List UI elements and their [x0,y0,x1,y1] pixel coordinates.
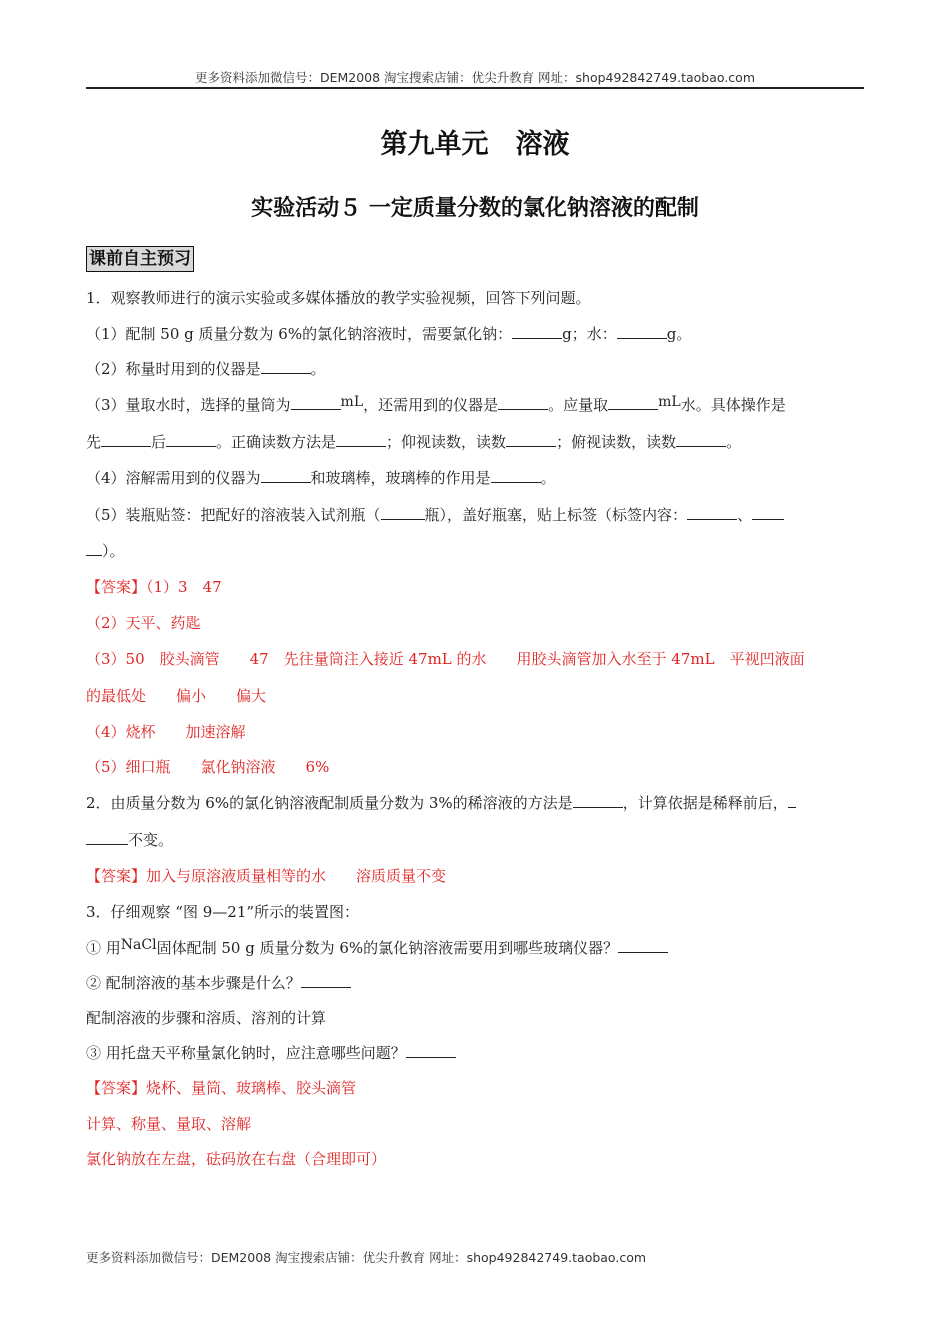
q2-answer: 【答案】加入与原溶液质量相等的水 溶质质量不变 [86,867,447,885]
q1-part2: （2）称量时用到的仪器是 。 [86,360,326,378]
answer-blank[interactable] [291,395,341,410]
q1-part1: （1）配制 50 g 质量分数为 6%的氯化钠溶液时，需要氯化钠： g；水： g。 [86,325,692,343]
answer-blank[interactable] [301,973,351,988]
q1-part4: （4）溶解需用到的仪器为 和玻璃棒，玻璃棒的作用是 。 [86,469,556,487]
answer-blank[interactable] [617,324,667,339]
q1-answer-line: 的最低处 偏小 偏大 [86,687,267,705]
page-footer: 更多资料添加微信号：DEM2008 淘宝搜索店铺：优尖升教育 网址：shop492842749.taobao.com [86,1250,647,1265]
q2-stem: 2．由质量分数为 6%的氯化钠溶液配制质量分数为 3%的稀溶液的方法是 ，计算依据是稀释前后， [86,793,864,813]
header-divider [86,87,864,89]
answer-blank[interactable] [687,505,737,520]
answer-blank[interactable] [101,432,151,447]
answer-blank[interactable] [166,432,216,447]
answer-blank[interactable] [573,793,623,808]
q1-answer-line: （4）烧杯 加速溶解 [86,723,246,741]
q3-stem: 3．仔细观察 “图 9—21”所示的装置图： [86,903,360,921]
answer-blank[interactable] [618,938,668,953]
q1-answer-line: （5）细口瓶 氯化钠溶液 6% [86,758,330,776]
q1-part3-cont: 先 后 。正确读数方法是 ；仰视读数，读数 ；俯视读数，读数 。 [86,433,742,451]
q1-part3: （3）量取水时，选择的量筒为 mL，还需用到的仪器是 。应量取 mL水。具体操作是 [86,394,786,414]
answer-blank[interactable] [498,395,548,410]
q3-item3: ③ 用托盘天平称量氯化钠时，应注意哪些问题？ [86,1043,864,1063]
q1-stem: 1．观察教师进行的演示实验或多媒体播放的教学实验视频，回答下列问题。 [86,289,591,307]
q3-item2-note: 配制溶液的步骤和溶质、溶剂的计算 [86,1009,327,1027]
answer-blank[interactable] [506,432,556,447]
nacl-formula: NaCl [120,937,157,953]
q1-part5-cont: ）。 [86,541,864,561]
answer-blank[interactable] [261,468,311,483]
answer-blank[interactable] [752,505,784,520]
answer-blank[interactable] [381,505,425,520]
activity-title: 实验活动５ 一定质量分数的氯化钠溶液的配制 [251,196,699,221]
q3-answer-line: 【答案】烧杯、量筒、玻璃棒、胶头滴管 [86,1079,357,1097]
answer-blank[interactable] [512,324,562,339]
q3-answer-line: 计算、称量、量取、溶解 [86,1115,252,1133]
page-header: 更多资料添加微信号：DEM2008 淘宝搜索店铺：优尖升教育 网址：shop492842749.taobao.com [194,70,756,85]
answer-blank[interactable] [406,1043,456,1058]
answer-blank[interactable] [336,432,386,447]
answer-blank[interactable] [676,432,726,447]
q3-item1: ① 用NaCl固体配制 50 g 质量分数为 6%的氯化钠溶液需要用到哪些玻璃仪器？ [86,938,864,959]
q1-answer-line: （3）50 胶头滴管 47 先往量筒注入接近 47mL 的水 用胶头滴管加入水至于 47mL 平视凹液面 [86,650,805,668]
answer-blank[interactable] [86,830,128,845]
q1-answer-line: 【答案】（1）3 47 [86,578,222,596]
answer-blank[interactable] [261,359,311,374]
q1-part5: （5）装瓶贴签：把配好的溶液装入试剂瓶（ 瓶），盖好瓶塞，贴上标签（标签内容： 、 [86,505,864,525]
answer-blank[interactable] [608,395,658,410]
section-label: 课前自主预习 [86,246,194,272]
answer-blank[interactable] [86,541,102,556]
q2-stem-cont: 不变。 [86,830,864,850]
unit-title: 第九单元 溶液 [380,129,570,160]
answer-blank[interactable] [491,468,541,483]
q3-answer-line: 氯化钠放在左盘，砝码放在右盘（合理即可） [86,1150,387,1168]
q1-answer-line: （2）天平、药匙 [86,614,201,632]
q3-item2: ② 配制溶液的基本步骤是什么？ [86,973,864,993]
answer-blank[interactable] [788,793,796,808]
